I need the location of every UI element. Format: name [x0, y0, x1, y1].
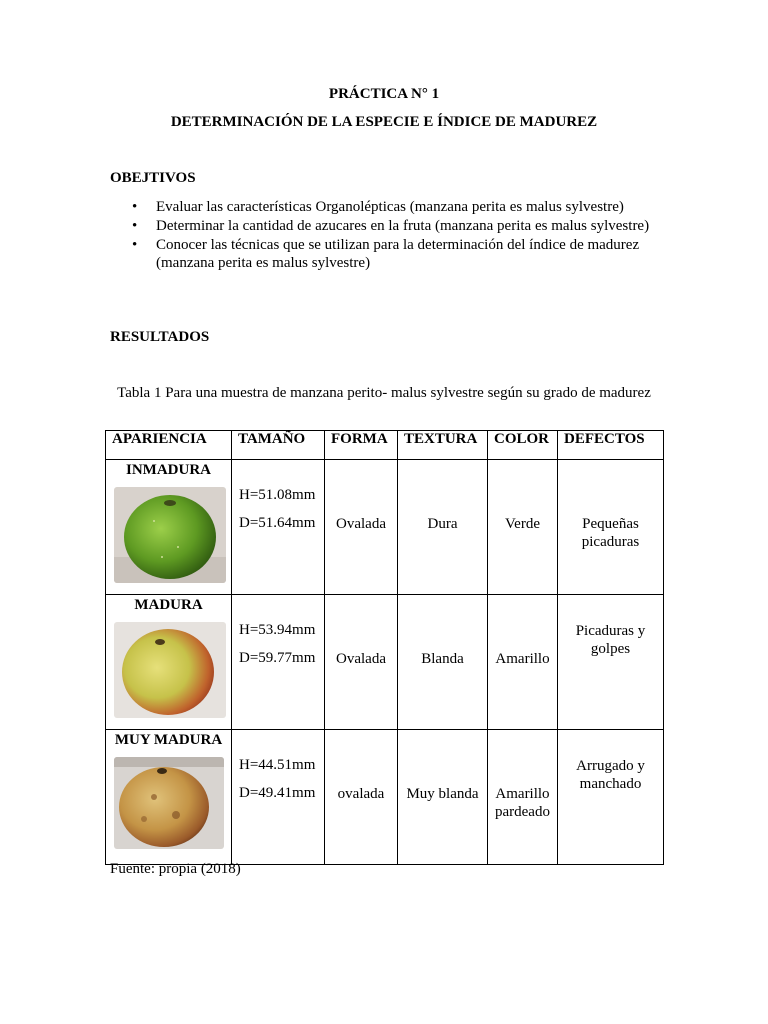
page-title: PRÁCTICA N° 1 [328, 86, 440, 102]
shape-cell: Ovalada [325, 595, 398, 730]
row-label: INMADURA [126, 462, 211, 478]
shape-cell: Ovalada [325, 460, 398, 595]
objectives-list [110, 198, 670, 273]
table-row [106, 460, 664, 595]
row-label: MADURA [134, 597, 203, 613]
header-defects: DEFECTOS [558, 431, 664, 460]
table-header-row [106, 431, 664, 460]
bullet-icon: • [132, 218, 138, 234]
bullet-icon: • [132, 237, 138, 253]
size-cell: H=51.08mm D=51.64mm [232, 460, 325, 595]
color-cell: Amarillo [488, 595, 558, 730]
texture-cell: Muy blanda [398, 730, 488, 865]
color-cell: Amarillo pardeado [488, 730, 558, 865]
row-label: MUY MADURA [114, 732, 223, 748]
overripe-apple-photo [114, 757, 224, 849]
defects-cell: Pequeñas picaduras [558, 460, 664, 595]
appearance-cell [106, 595, 232, 730]
list-item: • Determinar la cantidad de azucares en la fruta (manzana perita es malus sylvestre) [132, 218, 650, 234]
header-appearance: APARIENCIA [106, 431, 232, 460]
texture-cell: Blanda [398, 595, 488, 730]
list-item: • Conocer las técnicas que se utilizan para la determinación del índice de madurez (manzana perita es malus sylvestre) [132, 237, 640, 271]
appearance-cell [106, 730, 232, 865]
header-shape: FORMA [325, 431, 398, 460]
bullet-icon: • [132, 199, 138, 215]
table-row [106, 595, 664, 730]
size-cell: H=44.51mm D=49.41mm [232, 730, 325, 865]
table-caption: Tabla 1 Para una muestra de manzana perito- malus sylvestre según su grado de madurez [117, 385, 651, 401]
header-size: TAMAÑO [232, 431, 325, 460]
results-table [105, 430, 664, 865]
defects-cell: Arrugado y manchado [558, 730, 664, 865]
source-note: Fuente: propia (2018) [110, 861, 241, 877]
header-color: COLOR [488, 431, 558, 460]
header-texture: TEXTURA [398, 431, 488, 460]
page-subtitle: DETERMINACIÓN DE LA ESPECIE E ÍNDICE DE MADUREZ [170, 114, 598, 130]
list-item: • Evaluar las características Organolépticas (manzana perita es malus sylvestre) [132, 199, 624, 215]
table-row [106, 730, 664, 865]
objectives-heading: OBEJTIVOS [110, 170, 196, 186]
appearance-cell [106, 460, 232, 595]
color-cell: Verde [488, 460, 558, 595]
green-apple-photo [114, 487, 226, 583]
shape-cell: ovalada [325, 730, 398, 865]
size-cell: H=53.94mm D=59.77mm [232, 595, 325, 730]
ripe-apple-photo [114, 622, 226, 718]
results-heading: RESULTADOS [110, 329, 210, 345]
defects-cell: Picaduras y golpes [558, 595, 664, 730]
texture-cell: Dura [398, 460, 488, 595]
